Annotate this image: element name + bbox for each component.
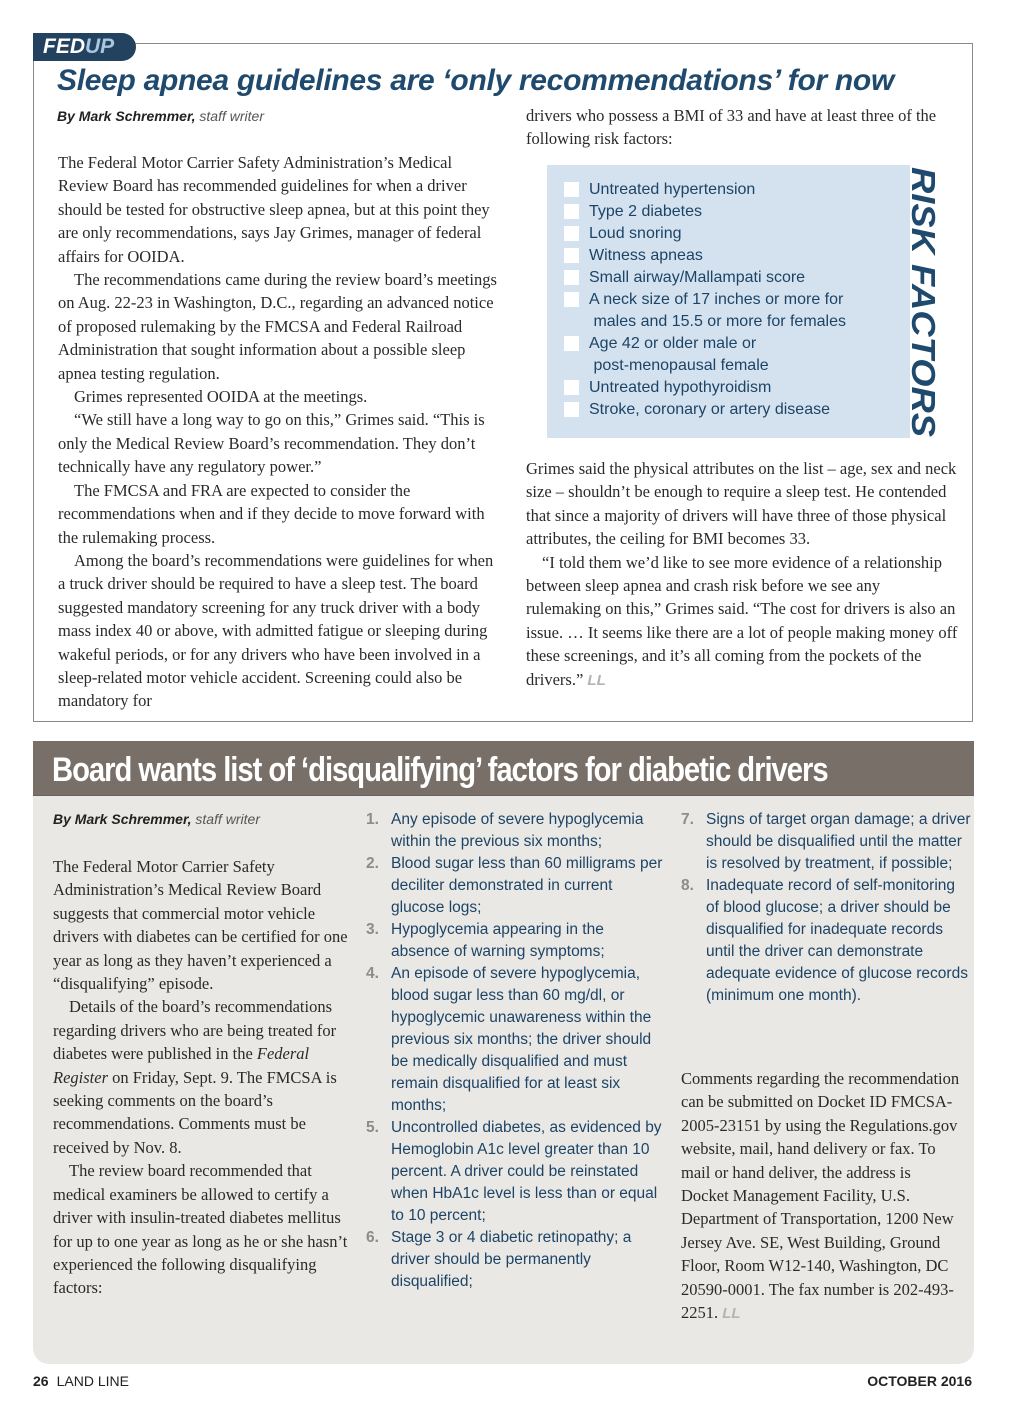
risk-factors-list <box>564 179 846 421</box>
article-1-column-2-bottom <box>526 457 958 692</box>
land-line-signoff: LL <box>722 1305 741 1323</box>
article-2-column-3 <box>681 809 971 1007</box>
disqualifying-factor-item: 1. Any episode of severe hypoglycemia within the previous six months; <box>366 811 644 850</box>
article-1-headline: Sleep apnea guidelines are ‘only recommendations’ for now <box>57 64 894 97</box>
risk-factors-title-text: RISK FACTORS <box>905 167 942 413</box>
checkbox-icon <box>564 226 579 241</box>
checkbox-icon <box>564 204 579 219</box>
checkbox-icon <box>564 248 579 263</box>
risk-factor-item: Loud snoring <box>564 223 846 245</box>
paragraph: Details of the board’s recommendations regarding drivers who are being treated for diabetes were published in the Federal Register on Friday, Sept. 9. The FMCSA is seeking comments on the board’s recommendations. Comments must be received by Nov. 8. <box>53 997 337 1157</box>
paragraph: drivers who possess a BMI of 33 and have at least three of the following risk factors: <box>526 106 937 149</box>
page-footer-left <box>33 1373 129 1389</box>
section-label-fedup: FEDUP <box>33 33 136 61</box>
risk-factor-item: Untreated hypothyroidism <box>564 377 846 399</box>
risk-factor-item: Witness apneas <box>564 245 846 267</box>
paragraph: Among the board’s recommendations were guidelines for when a truck driver should be required to have a sleep test. The board suggested mandatory screening for any truck driver with a body mass index 40 or above, with admitted fatigue or sleeping during wakeful periods, or for any drivers who have been involved in a sleep-related motor vehicle accident. Screening could also be mandatory for <box>58 550 494 711</box>
checkbox-icon <box>564 380 579 395</box>
disqualifying-factor-item: 2. Blood sugar less than 60 milligrams per deciliter demonstrated in current glucose logs; <box>366 855 663 916</box>
disqualifying-factor-item: 3. Hypoglycemia appearing in the absence of warning symptoms; <box>366 921 605 960</box>
checkbox-icon <box>564 402 579 417</box>
article-2-headline: Board wants list of ‘disqualifying’ factors for diabetic drivers <box>52 751 828 789</box>
disqualifying-factors-list-continued <box>681 809 971 1007</box>
paragraph: The FMCSA and FRA are expected to consider the recommendations when and if they decide to move forward with the rulemaking process. <box>58 480 485 547</box>
risk-factor-item: Untreated hypertension <box>564 179 846 201</box>
risk-factor-item: Small airway/Mallampati score <box>564 267 846 289</box>
article-1-byline: By Mark Schremmer, staff writer <box>57 108 264 124</box>
risk-factor-item: Stroke, coronary or artery disease <box>564 399 846 421</box>
disqualifying-factor-item: 6. Stage 3 or 4 diabetic retinopathy; a driver should be permanently disqualified; <box>366 1229 632 1290</box>
disqualifying-factor-item: 5. Uncontrolled diabetes, as evidenced by Hemoglobin A1c level greater than 10 percent. A driver could be reinstated when HbA1c level is less than or equal to 10 percent; <box>366 1119 662 1224</box>
paragraph: The Federal Motor Carrier Safety Administration’s Medical Review Board suggests that commercial motor vehicle drivers with diabetes can be certified for one year as long as they haven’t experienced a “disqualifying” episode. <box>53 857 348 994</box>
paragraph: “I told them we’d like to see more evidence of a relationship between sleep apnea and crash risk before we see any rulemaking on this,” Grimes said. “The cost for drivers is also an issue. … It seems like there are a lot of people making money off these screenings, and it’s all coming from the pockets of the drivers.” LL <box>526 552 958 689</box>
page-number: 26 <box>33 1373 49 1389</box>
risk-factors-box <box>547 165 910 438</box>
risk-factors-vertical-title <box>900 167 950 439</box>
paragraph: The recommendations came during the review board’s meetings on Aug. 22-23 in Washington, D.C., regarding an advanced notice of proposed rulemaking by the FMCSA and Federal Railroad Administration that sought information about a possible sleep apnea testing regulation. <box>58 270 497 383</box>
article-1-column-1 <box>58 151 498 713</box>
issue-date: OCTOBER 2016 <box>867 1373 972 1389</box>
article-2-column-1 <box>53 855 349 1300</box>
article-1-column-2-top <box>526 104 958 151</box>
checkbox-icon <box>564 182 579 197</box>
paragraph: Grimes represented OOIDA at the meetings. <box>74 387 368 407</box>
paragraph: The Federal Motor Carrier Safety Administration’s Medical Review Board has recommended guidelines for when a driver should be tested for obstructive sleep apnea, but at this point they are only recommendations, says Jay Grimes, manager of federal affairs for OOIDA. <box>58 153 490 266</box>
disqualifying-factor-item: 8. Inadequate record of self-monitoring of blood glucose; a driver should be disqualified for inadequate records until the driver can demonstrate adequate evidence of glucose records (minimum one month). <box>681 877 968 1004</box>
risk-factor-item: Age 42 or older male or post-menopausal female <box>564 333 846 377</box>
article-2-column-2 <box>366 809 666 1293</box>
article-2-comments <box>681 1067 961 1325</box>
paragraph: Grimes said the physical attributes on the list – age, sex and neck size – shouldn’t be enough to require a sleep test. He contended that since a majority of drivers will have three of those physical attributes, the ceiling for BMI becomes 33. <box>526 459 957 549</box>
checkbox-icon <box>564 336 579 351</box>
risk-factor-item: Type 2 diabetes <box>564 201 846 223</box>
land-line-signoff: LL <box>587 671 606 689</box>
checkbox-icon <box>564 270 579 285</box>
publication-name: LAND LINE <box>56 1373 129 1389</box>
paragraph: The review board recommended that medical examiners be allowed to certify a driver with insulin-treated diabetes mellitus for up to one year as long as he or she hasn’t experienced the following disqualifying factors: <box>53 1161 348 1298</box>
paragraph: “We still have a long way to go on this,” Grimes said. “This is only the Medical Review Board’s recommendation. They don’t technically have any regulatory power.” <box>58 410 485 477</box>
article-2-byline: By Mark Schremmer, staff writer <box>53 811 260 827</box>
paragraph: Comments regarding the recommendation can be submitted on Docket ID FMCSA-2005-23151 by using the Regulations.gov website, mail, hand delivery or fax. To mail or hand deliver, the address is Docket Management Facility, U.S. Department of Transportation, 1200 New Jersey Ave. SE, West Building, Ground Floor, Room W12-140, Washington, DC 20590-0001. The fax number is 202-493-2251. LL <box>681 1069 960 1323</box>
checkbox-icon <box>564 292 579 307</box>
disqualifying-factor-item: 4. An episode of severe hypoglycemia, blood sugar less than 60 mg/dl, or hypoglycemic unawareness within the previous six months; the driver should be medically disqualified and must remain disqualified for at least six months; <box>366 965 652 1114</box>
disqualifying-factors-list <box>366 809 666 1293</box>
disqualifying-factor-item: 7. Signs of target organ damage; a driver should be disqualified until the matter is resolved by treatment, if possible; <box>681 811 971 872</box>
risk-factor-item: A neck size of 17 inches or more for males and 15.5 or more for females <box>564 289 846 333</box>
